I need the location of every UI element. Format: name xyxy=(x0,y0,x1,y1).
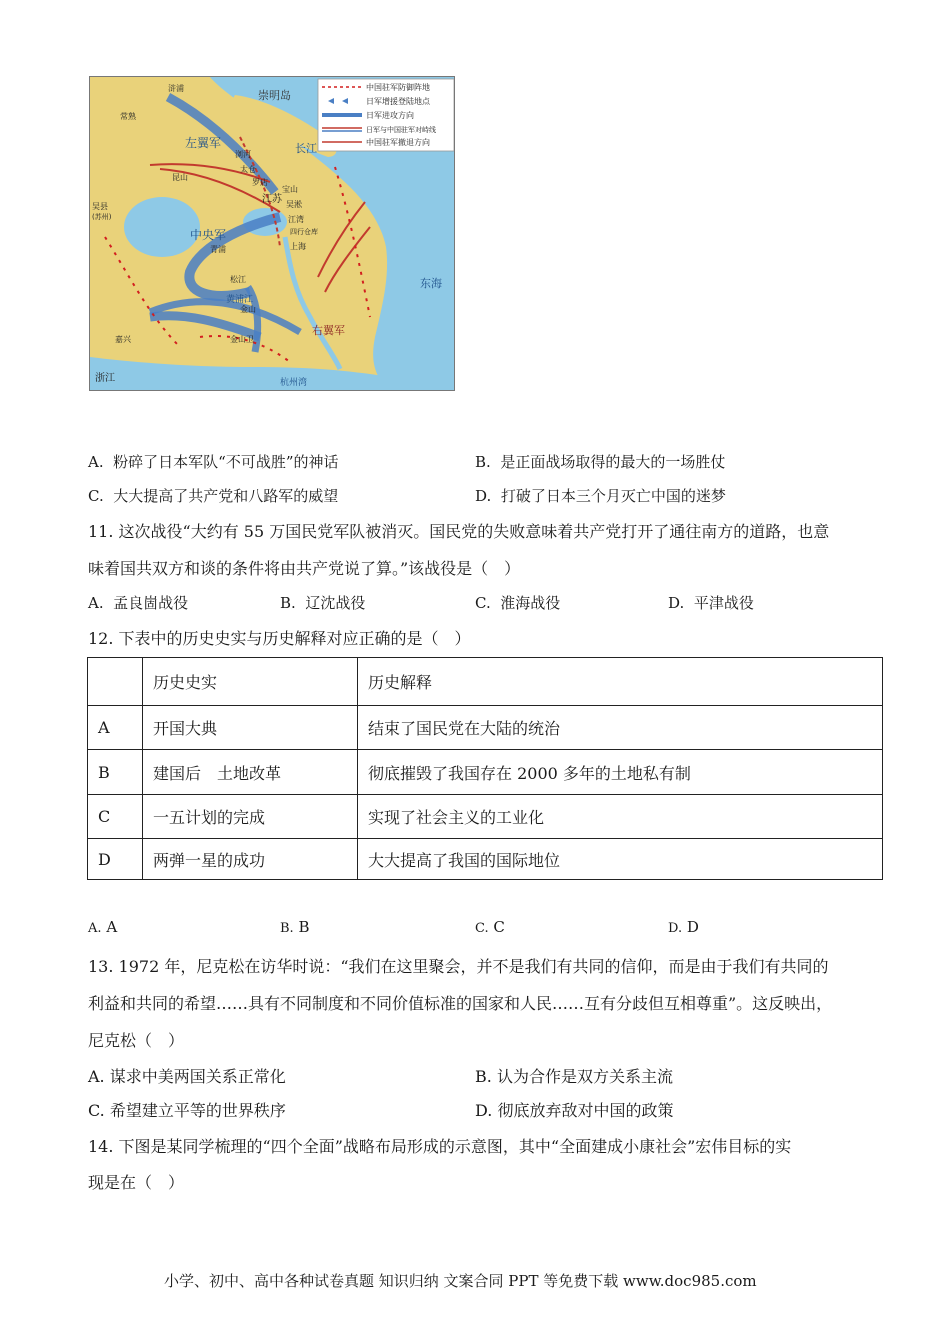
label-zuoyijun: 左翼军 xyxy=(185,136,222,150)
q14-stem-line1: 14. 下图是某同学梳理的“四个全面”战略布局形成的示意图，其中“全面建成小康社会”宏伟目标的实 xyxy=(88,1137,792,1156)
legend-item-4: 日军与中国驻军对峙线 xyxy=(366,126,436,134)
label-liuhe: 浏河 xyxy=(235,150,251,159)
option-letter: A. xyxy=(88,921,102,936)
option-text: 认为合作是双方关系主流 xyxy=(496,1067,673,1086)
label-jiangwan: 江湾 xyxy=(288,215,304,224)
q10-option-d[interactable] xyxy=(475,485,726,506)
q12-option-a[interactable] xyxy=(88,918,117,936)
q13-option-c[interactable] xyxy=(88,1098,286,1121)
option-text: 大大提高了共产党和八路军的威望 xyxy=(113,487,339,505)
q13-stem-line2: 利益和共同的希望……具有不同制度和不同价值标准的国家和人民……互有分歧但互相尊重”。这反映出， xyxy=(88,994,833,1013)
table-cell: 实现了社会主义的工业化 xyxy=(358,795,883,839)
option-letter: D. xyxy=(668,921,683,936)
q12-option-c[interactable] xyxy=(475,918,505,936)
label-changjiang: 长江 xyxy=(295,142,317,155)
label-suzhou: (苏州) xyxy=(92,213,112,221)
option-text: 粉碎了日本军队“不可战胜”的神话 xyxy=(113,453,339,471)
option-text: 辽沈战役 xyxy=(305,594,366,612)
q11-stem-line1: 11. 这次战役“大约有 55 万国民党军队被消灭。国民党的失败意味着共产党打开了通往南方的道路，也意 xyxy=(88,522,830,541)
label-zhejiang: 浙江 xyxy=(95,373,115,384)
table-cell: 彻底摧毁了我国存在 2000 多年的土地私有制 xyxy=(358,750,883,795)
option-letter: A. xyxy=(88,453,104,471)
label-hangzhouwan: 杭州湾 xyxy=(280,378,308,388)
label-wuxian: 吴县 xyxy=(92,202,108,211)
table-row xyxy=(88,839,883,880)
q14-stem-line2: 现是在（ ） xyxy=(88,1173,185,1192)
table-row xyxy=(88,795,883,839)
table-cell: 结束了国民党在大陆的统治 xyxy=(358,706,883,750)
label-luodian: 罗店 xyxy=(252,178,268,187)
q10-option-b[interactable] xyxy=(475,451,725,472)
label-baoshan: 宝山 xyxy=(282,185,298,194)
q11-option-d[interactable] xyxy=(668,592,754,613)
option-letter: D. xyxy=(668,594,685,612)
table-row xyxy=(88,706,883,750)
battle-map-graphic xyxy=(90,77,455,391)
option-text: 希望建立平等的世界秩序 xyxy=(109,1101,286,1120)
option-letter: D. xyxy=(475,1101,493,1120)
label-wusong: 吴淞 xyxy=(286,200,302,209)
label-youyijun: 右翼军 xyxy=(312,324,345,337)
option-letter: B. xyxy=(475,1067,492,1086)
q12-option-d[interactable] xyxy=(668,918,699,936)
legend-item-5: 中国驻军撤退方向 xyxy=(366,138,430,147)
label-kunshan: 昆山 xyxy=(172,173,188,182)
option-letter: B. xyxy=(280,921,294,936)
label-donghai: 东海 xyxy=(420,277,442,290)
lake-tai xyxy=(124,197,200,257)
q11-stem-line2: 味着国共双方和谈的条件将由共产党说了算。”该战役是（ ） xyxy=(88,559,521,578)
label-sihangcangku: 四行仓库 xyxy=(290,228,318,236)
label-shanghai: 上海 xyxy=(290,242,306,251)
q13-option-d[interactable] xyxy=(475,1098,673,1121)
option-letter: B. xyxy=(280,594,296,612)
table-cell: 大大提高了我国的国际地位 xyxy=(358,839,883,880)
legend-item-3: 日军进攻方向 xyxy=(366,111,414,120)
q13-option-b[interactable] xyxy=(475,1064,673,1087)
q12-stem: 12. 下表中的历史史实与历史解释对应正确的是（ ） xyxy=(88,629,471,648)
q13-stem-line3: 尼克松（ ） xyxy=(88,1031,185,1050)
q12-option-b[interactable] xyxy=(280,918,310,936)
q11-option-c[interactable] xyxy=(475,592,560,613)
label-fushan: 浒浦 xyxy=(168,84,184,93)
label-jiangsu: 江苏 xyxy=(262,194,282,205)
option-text: 彻底放弃敌对中国的政策 xyxy=(497,1101,674,1120)
table-cell: C xyxy=(88,795,143,839)
option-letter: B. xyxy=(475,453,491,471)
page-footer: 小学、初中、高中各种试卷真题 知识归纳 文案合同 PPT 等免费下载 www.doc985.com xyxy=(164,1272,757,1290)
table-cell: A xyxy=(88,706,143,750)
label-taicang: 太仓 xyxy=(240,165,256,174)
option-text: 孟良崮战役 xyxy=(113,594,189,612)
battle-map xyxy=(89,76,455,391)
option-letter: D. xyxy=(475,487,492,505)
q10-option-a[interactable] xyxy=(88,451,339,472)
legend-item-1: 中国驻军防御阵地 xyxy=(366,83,430,92)
table-header-cell: 历史解释 xyxy=(358,658,883,706)
table-cell: 建国后 土地改革 xyxy=(143,750,358,795)
label-changshu: 常熟 xyxy=(120,112,136,121)
table-cell: B xyxy=(88,750,143,795)
option-text: A xyxy=(106,918,118,936)
option-text: D xyxy=(686,918,699,936)
option-letter: C. xyxy=(475,594,491,612)
table-cell: 两弹一星的成功 xyxy=(143,839,358,880)
label-songjiang: 松江 xyxy=(230,275,246,284)
q13-stem-line1: 13. 1972 年，尼克松在访华时说：“我们在这里聚会，并不是我们有共同的信仰，而是由于我们有共同的 xyxy=(88,957,829,976)
table-cell: D xyxy=(88,839,143,880)
option-text: 平津战役 xyxy=(693,594,754,612)
label-jinshan: 金山 xyxy=(240,305,256,314)
table-cell: 开国大典 xyxy=(143,706,358,750)
label-jinshanwei: 金山卫 xyxy=(230,335,254,344)
option-text: 谋求中美两国关系正常化 xyxy=(109,1067,286,1086)
option-text: 打破了日本三个月灭亡中国的迷梦 xyxy=(500,487,726,505)
option-letter: C. xyxy=(88,1101,105,1120)
option-letter: A. xyxy=(88,1067,105,1086)
table-header-cell: 历史史实 xyxy=(143,658,358,706)
option-text: 是正面战场取得的最大的一场胜仗 xyxy=(500,453,726,471)
legend-item-2: 日军增援登陆地点 xyxy=(366,97,430,106)
label-zhongyangjun: 中央军 xyxy=(190,228,227,242)
table-row xyxy=(88,750,883,795)
option-text: B xyxy=(298,918,310,936)
option-text: C xyxy=(493,918,505,936)
table-cell: 一五计划的完成 xyxy=(143,795,358,839)
q11-option-b[interactable] xyxy=(280,592,365,613)
table-header-row xyxy=(88,658,883,706)
option-letter: A. xyxy=(88,594,104,612)
q13-option-a[interactable] xyxy=(88,1064,286,1087)
option-letter: C. xyxy=(88,487,104,505)
label-jiaxing: 嘉兴 xyxy=(115,335,131,344)
label-huangpujiang: 黄浦江 xyxy=(226,295,254,305)
label-chongming: 崇明岛 xyxy=(258,89,291,102)
q10-option-c[interactable] xyxy=(88,485,338,506)
q11-option-a[interactable] xyxy=(88,592,188,613)
table-header-cell xyxy=(88,658,143,706)
label-qingpu: 青浦 xyxy=(210,245,226,254)
history-table xyxy=(87,657,883,880)
option-text: 淮海战役 xyxy=(500,594,561,612)
option-letter: C. xyxy=(475,921,489,936)
